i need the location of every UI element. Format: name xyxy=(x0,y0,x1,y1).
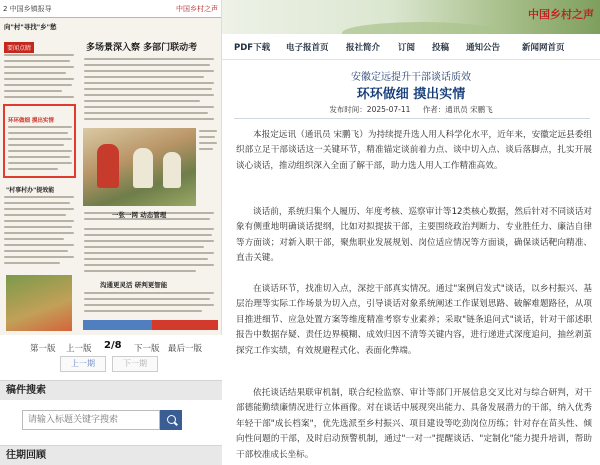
page-thumbnail[interactable] xyxy=(0,0,222,335)
current-page-indicator: 2/8 xyxy=(104,340,122,351)
thumbnail-main-headline: 多场景深入察 多部门联动考 xyxy=(86,43,198,53)
last-page-link[interactable]: 最后一版 xyxy=(168,344,203,354)
nav-epaper-home[interactable]: 电子报首页 xyxy=(286,43,329,53)
article-paragraph: 依托谈话结果联审机制，联合纪检监察、审计等部门开展信息交叉比对与综合研判，对干部德能勤绩廉情况进行立体画像。对在谈话中展现突出能力、具备发展潜力的干部，纳入优秀年轻干部"成长档案"，优先选派至乡村振兴、项目建设等吃劲岗位历练；针对存在苗头性、倾向性问题的干部，及时启动预警机制，通过"一对一"提醒谈话、"定制化"能力提升培训，帮助干部校准成长坐标。 xyxy=(236,388,592,460)
thumbnail-sub-head-1: "村事村办"提效能 xyxy=(6,187,55,194)
thumbnail-sub-head-3: 沟通更灵活 研判更智能 xyxy=(100,281,168,289)
search-section-title: 稿件搜索 xyxy=(0,380,222,400)
history-section-title: 往期回顾 xyxy=(0,445,222,465)
first-page-link[interactable]: 第一版 xyxy=(30,344,56,354)
nav-about[interactable]: 报社简介 xyxy=(346,43,381,53)
prev-issue-button[interactable]: 上一期 xyxy=(60,356,106,372)
nav-subscribe[interactable]: 订阅 xyxy=(398,43,416,53)
article-title: 环环做细 摸出实情 xyxy=(356,87,466,102)
top-nav xyxy=(222,34,600,60)
next-page-link[interactable]: 下一版 xyxy=(134,344,160,354)
thumbnail-topstrip xyxy=(0,0,222,18)
article-meta xyxy=(222,104,600,115)
nav-notices[interactable]: 通知公告 xyxy=(466,43,501,53)
thumbnail-edition: 2 中国乡镇报导 xyxy=(3,5,52,13)
search-input[interactable]: 请输入标题关键字搜索 xyxy=(22,410,160,430)
thumbnail-left-headline: 向"村"寻找"乡"愁 xyxy=(4,23,57,31)
article-paragraph: 在谈话环节，找准切入点，深挖干部真实情况。通过"案例启发式"谈话，以乡村振兴、基层治理等实际工作场景为切入点，引导谈话对象系统阐述工作谋划思路、破解难题路径，从项目推进细节、应急处置方案等维度精准考察专业素养；采取"链条追问式"谈话，针对干部述职报告中数据存疑、责任边界模糊、成效归因不清等关键内容，进行递进式深度追问，抽丝剥茧探究工作实绩，有效规避程式化、表面化弊端。 xyxy=(236,284,592,356)
left-panel xyxy=(0,0,222,465)
issue-pager xyxy=(0,356,222,376)
site-banner xyxy=(222,0,600,34)
thumbnail-photo xyxy=(83,128,196,206)
article-panel xyxy=(222,0,600,465)
nav-news-home[interactable]: 新闻网首页 xyxy=(522,43,565,53)
search-icon[interactable] xyxy=(160,410,182,430)
nav-pdf-download[interactable]: PDF下载 xyxy=(234,43,271,53)
prev-page-link[interactable]: 上一版 xyxy=(66,344,92,354)
article-author: 作者：通讯员 宋鹏飞 xyxy=(422,105,493,114)
article-paragraph: 谈话前，系统归集个人履历、年度考核、巡察审计等12类核心数据，然后针对不同谈话对象有侧重地明确谈话提纲，比如对拟提拔干部，主要围绕政治判断力、专业胜任力、廉洁自律等方面谈；对新入职干部，聚焦职业发展规划、岗位适应情况等方面谈，确保谈话靶向精准、直击关键。 xyxy=(236,207,592,264)
thumbnail-photo-small xyxy=(6,275,72,331)
article-date: 发布时间：2025-07-11 xyxy=(329,105,411,114)
article-kicker: 安徽定远提升干部谈话质效 xyxy=(351,72,471,83)
thumbnail-brand: 中国乡村之声 xyxy=(176,5,218,13)
page-pager xyxy=(0,338,222,358)
site-masthead: 中国乡村之声 xyxy=(528,8,594,21)
thumbnail-sub-head-2: 一张一网 动态管理 xyxy=(112,211,167,219)
next-issue-button[interactable]: 下一期 xyxy=(112,356,158,372)
nav-submit[interactable]: 投稿 xyxy=(432,43,450,53)
thumbnail-hl-title: 环环做细 摸出实情 xyxy=(8,118,54,124)
thumbnail-red-label: 要闻点睛 xyxy=(4,42,34,53)
thumbnail-ad-bar-red xyxy=(152,320,218,330)
article-divider xyxy=(234,118,590,119)
article-paragraph: 本报定远讯（通讯员 宋鹏飞）为持续提升选人用人科学化水平，近年来，安徽定远县委组织部立足干部谈话这一关键环节，精准锚定谈前着力点、谈中切入点、谈后落脚点，扎实开展谈心谈话，推动组织深入全面了解干部，助力选人用人工作精准高效。 xyxy=(236,130,592,171)
